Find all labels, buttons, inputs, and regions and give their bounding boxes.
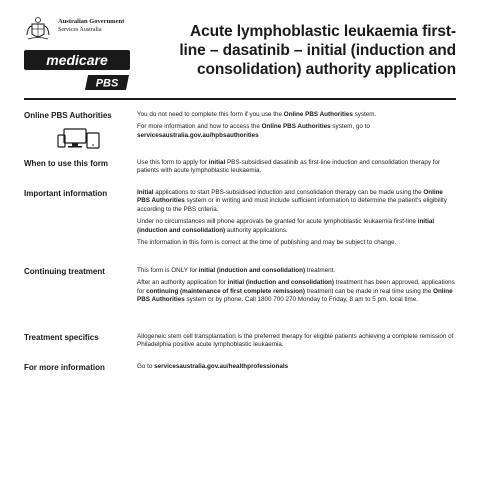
page-title: Acute lymphoblastic leukaemia first-line – dasatinib – initial (induction and consolidation) authority application	[179, 23, 456, 78]
section-body: Initial applications to start PBS-subsidised induction and consolidation therapy can be made using the Online PBS Authorities system or in writing and must include sufficient information to determine the patient's eligibility according to the PBS criteria. Under no circumstances will phone approvals be granted for acute lymphoblastic leukaemia first-line initial (induction and consolidation) authority applications. The information in this form is correct at the time of publishing and may be subject to change.	[137, 189, 447, 247]
section-body: Go to servicesaustralia.gov.au/healthprofessionals	[137, 363, 289, 370]
medicare-logo: medicare	[24, 50, 130, 70]
section-label: Continuing treatment	[24, 267, 105, 276]
government-wordmark	[58, 18, 124, 34]
section-body: This form is ONLY for initial (induction and consolidation) treatment. After an authority application for initial (induction and consolidation) treatment has been approved, applications for continuing (maintenance of first complete remission) treatment can be made in real time using the Online PBS Authorities system or by phone. Call 1800 700 270 Monday to Friday, 8 am to 5 pm, local time.	[137, 267, 455, 304]
section-body: Use this form to apply for initial PBS-subsidised dasatinib as first-line induction and consolidation therapy for patients with acute lymphoblastic leukaemia.	[137, 159, 441, 175]
pbs-logo-text: PBS	[95, 77, 119, 90]
section-label: Treatment specifics	[24, 333, 99, 342]
section-label: Online PBS Authorities	[24, 111, 112, 120]
gov-line-2: Services Australia	[58, 27, 102, 33]
section-label: When to use this form	[24, 159, 108, 168]
section-body: You do not need to complete this form if you use the Online PBS Authorities system. For more information and how to access the Online PBS Authorities system, go to servicesaustralia.gov.au/hpbsauthorities	[137, 111, 377, 139]
health-professionals-link[interactable]: servicesaustralia.gov.au/healthprofessionals	[154, 363, 289, 370]
gov-line-1: Australian Government	[58, 18, 125, 25]
section-label: For more information	[24, 363, 105, 372]
header-divider	[24, 98, 456, 100]
section-body: Allogeneic stem cell transplantation is the preferred therapy for eligible patients achieving a complete remission of Philadelphia positive acute lymphoblastic leukaemia.	[137, 333, 454, 349]
computer-devices-icon	[56, 125, 106, 153]
section-label: Important information	[24, 189, 108, 198]
coat-of-arms-icon	[24, 14, 52, 42]
pbs-logo	[84, 74, 130, 91]
hpbs-authorities-link[interactable]: servicesaustralia.gov.au/hpbsauthorities	[137, 131, 259, 139]
